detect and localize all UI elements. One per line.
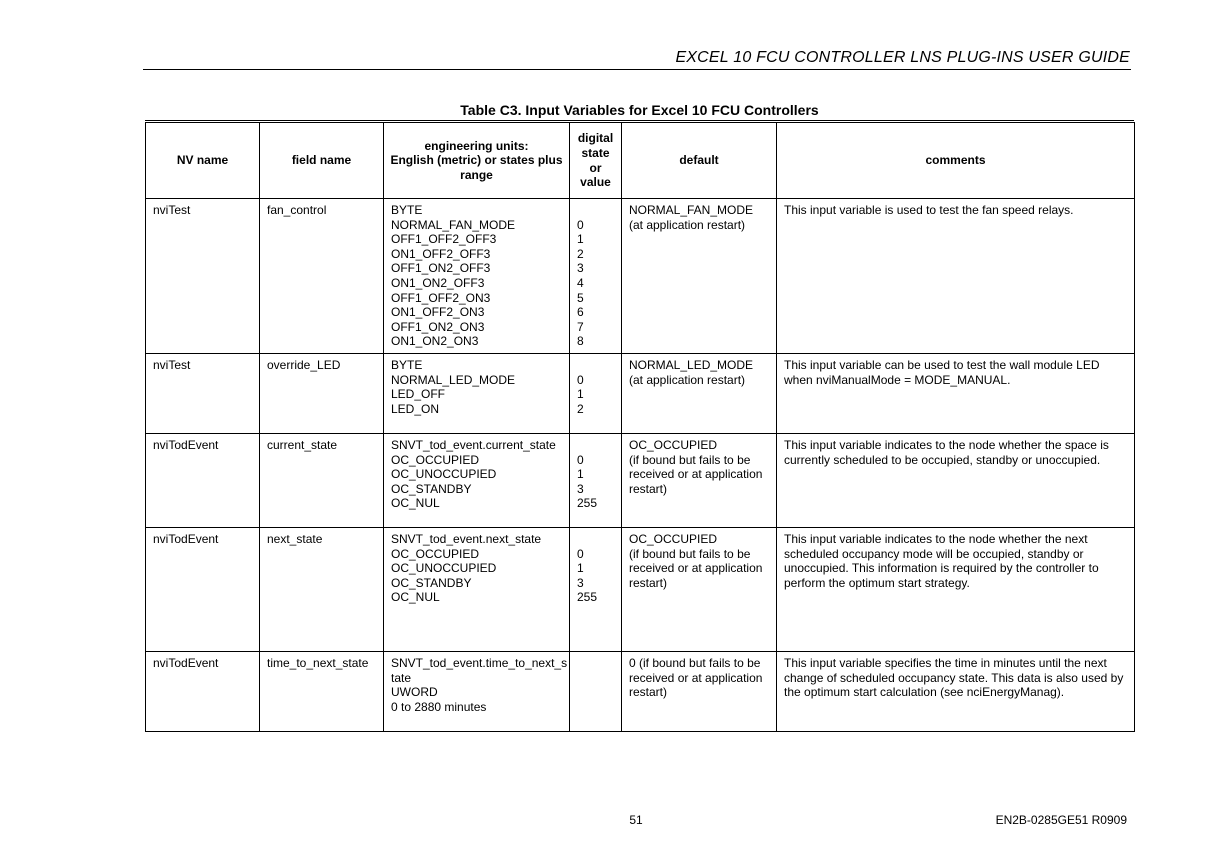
table-row: [146, 199, 1135, 354]
column-header-default: default: [622, 123, 777, 199]
table-row: [146, 651, 1135, 731]
input-variables-table: [145, 122, 1135, 732]
table-row: [146, 433, 1135, 527]
cell-field-name: override_LED: [260, 353, 384, 433]
column-header-comments: comments: [777, 123, 1135, 199]
document-id: EN2B-0285GE51 R0909: [995, 813, 1127, 827]
header-rule: [143, 69, 1131, 70]
cell-units: BYTE NORMAL_FAN_MODE OFF1_OFF2_OFF3 ON1_OFF2_OFF3 OFF1_ON2_OFF3 ON1_ON2_OFF3 OFF1_OFF2_ON3 ON1_OFF2_ON3 OFF1_ON2_ON3 ON1_ON2_ON3: [384, 199, 570, 354]
cell-comments: This input variable can be used to test the wall module LED when nviManualMode = MODE_MANUAL.: [777, 353, 1135, 433]
cell-nv-name: nviTest: [146, 199, 260, 354]
cell-units: SNVT_tod_event.time_to_next_s tate UWORD 0 to 2880 minutes: [384, 651, 570, 731]
cell-field-name: time_to_next_state: [260, 651, 384, 731]
table-row: [146, 353, 1135, 433]
cell-default: 0 (if bound but fails to be received or at application restart): [622, 651, 777, 731]
cell-value: 0 1 3 255: [570, 433, 622, 527]
column-header-engineering-units: engineering units: English (metric) or states plus range: [384, 123, 570, 199]
cell-field-name: next_state: [260, 527, 384, 651]
table-caption: Table C3. Input Variables for Excel 10 FCU Controllers: [460, 102, 819, 118]
cell-value: 0 1 2 3 4 5 6 7 8: [570, 199, 622, 354]
cell-nv-name: nviTodEvent: [146, 433, 260, 527]
column-header-nv-name: NV name: [146, 123, 260, 199]
cell-nv-name: nviTodEvent: [146, 527, 260, 651]
column-header-field-name: field name: [260, 123, 384, 199]
table-container: [145, 120, 1134, 732]
cell-comments: This input variable indicates to the node whether the space is currently scheduled to be occupied, standby or unoccupied.: [777, 433, 1135, 527]
cell-units: SNVT_tod_event.next_state OC_OCCUPIED OC_UNOCCUPIED OC_STANDBY OC_NUL: [384, 527, 570, 651]
cell-nv-name: nviTodEvent: [146, 651, 260, 731]
cell-units: SNVT_tod_event.current_state OC_OCCUPIED OC_UNOCCUPIED OC_STANDBY OC_NUL: [384, 433, 570, 527]
cell-value: 0 1 3 255: [570, 527, 622, 651]
cell-value: [570, 651, 622, 731]
cell-default: NORMAL_LED_MODE (at application restart): [622, 353, 777, 433]
running-header: EXCEL 10 FCU CONTROLLER LNS PLUG-INS USER GUIDE: [675, 49, 1130, 66]
table-header-row: [146, 123, 1135, 199]
column-header-digital-state: digital state or value: [570, 123, 622, 199]
cell-value: 0 1 2: [570, 353, 622, 433]
cell-default: OC_OCCUPIED (if bound but fails to be received or at application restart): [622, 527, 777, 651]
table-row: [146, 527, 1135, 651]
cell-default: NORMAL_FAN_MODE (at application restart): [622, 199, 777, 354]
cell-comments: This input variable is used to test the fan speed relays.: [777, 199, 1135, 354]
page-number: 51: [629, 813, 643, 827]
cell-field-name: current_state: [260, 433, 384, 527]
cell-default: OC_OCCUPIED (if bound but fails to be received or at application restart): [622, 433, 777, 527]
cell-comments: This input variable specifies the time in minutes until the next change of scheduled occupancy state. This data is also used by the optimum start calculation (see nciEnergyManag).: [777, 651, 1135, 731]
cell-nv-name: nviTest: [146, 353, 260, 433]
cell-field-name: fan_control: [260, 199, 384, 354]
cell-comments: This input variable indicates to the node whether the next scheduled occupancy mode will be occupied, standby or unoccupied. This information is required by the controller to perform the optimum start strategy.: [777, 527, 1135, 651]
cell-units: BYTE NORMAL_LED_MODE LED_OFF LED_ON: [384, 353, 570, 433]
